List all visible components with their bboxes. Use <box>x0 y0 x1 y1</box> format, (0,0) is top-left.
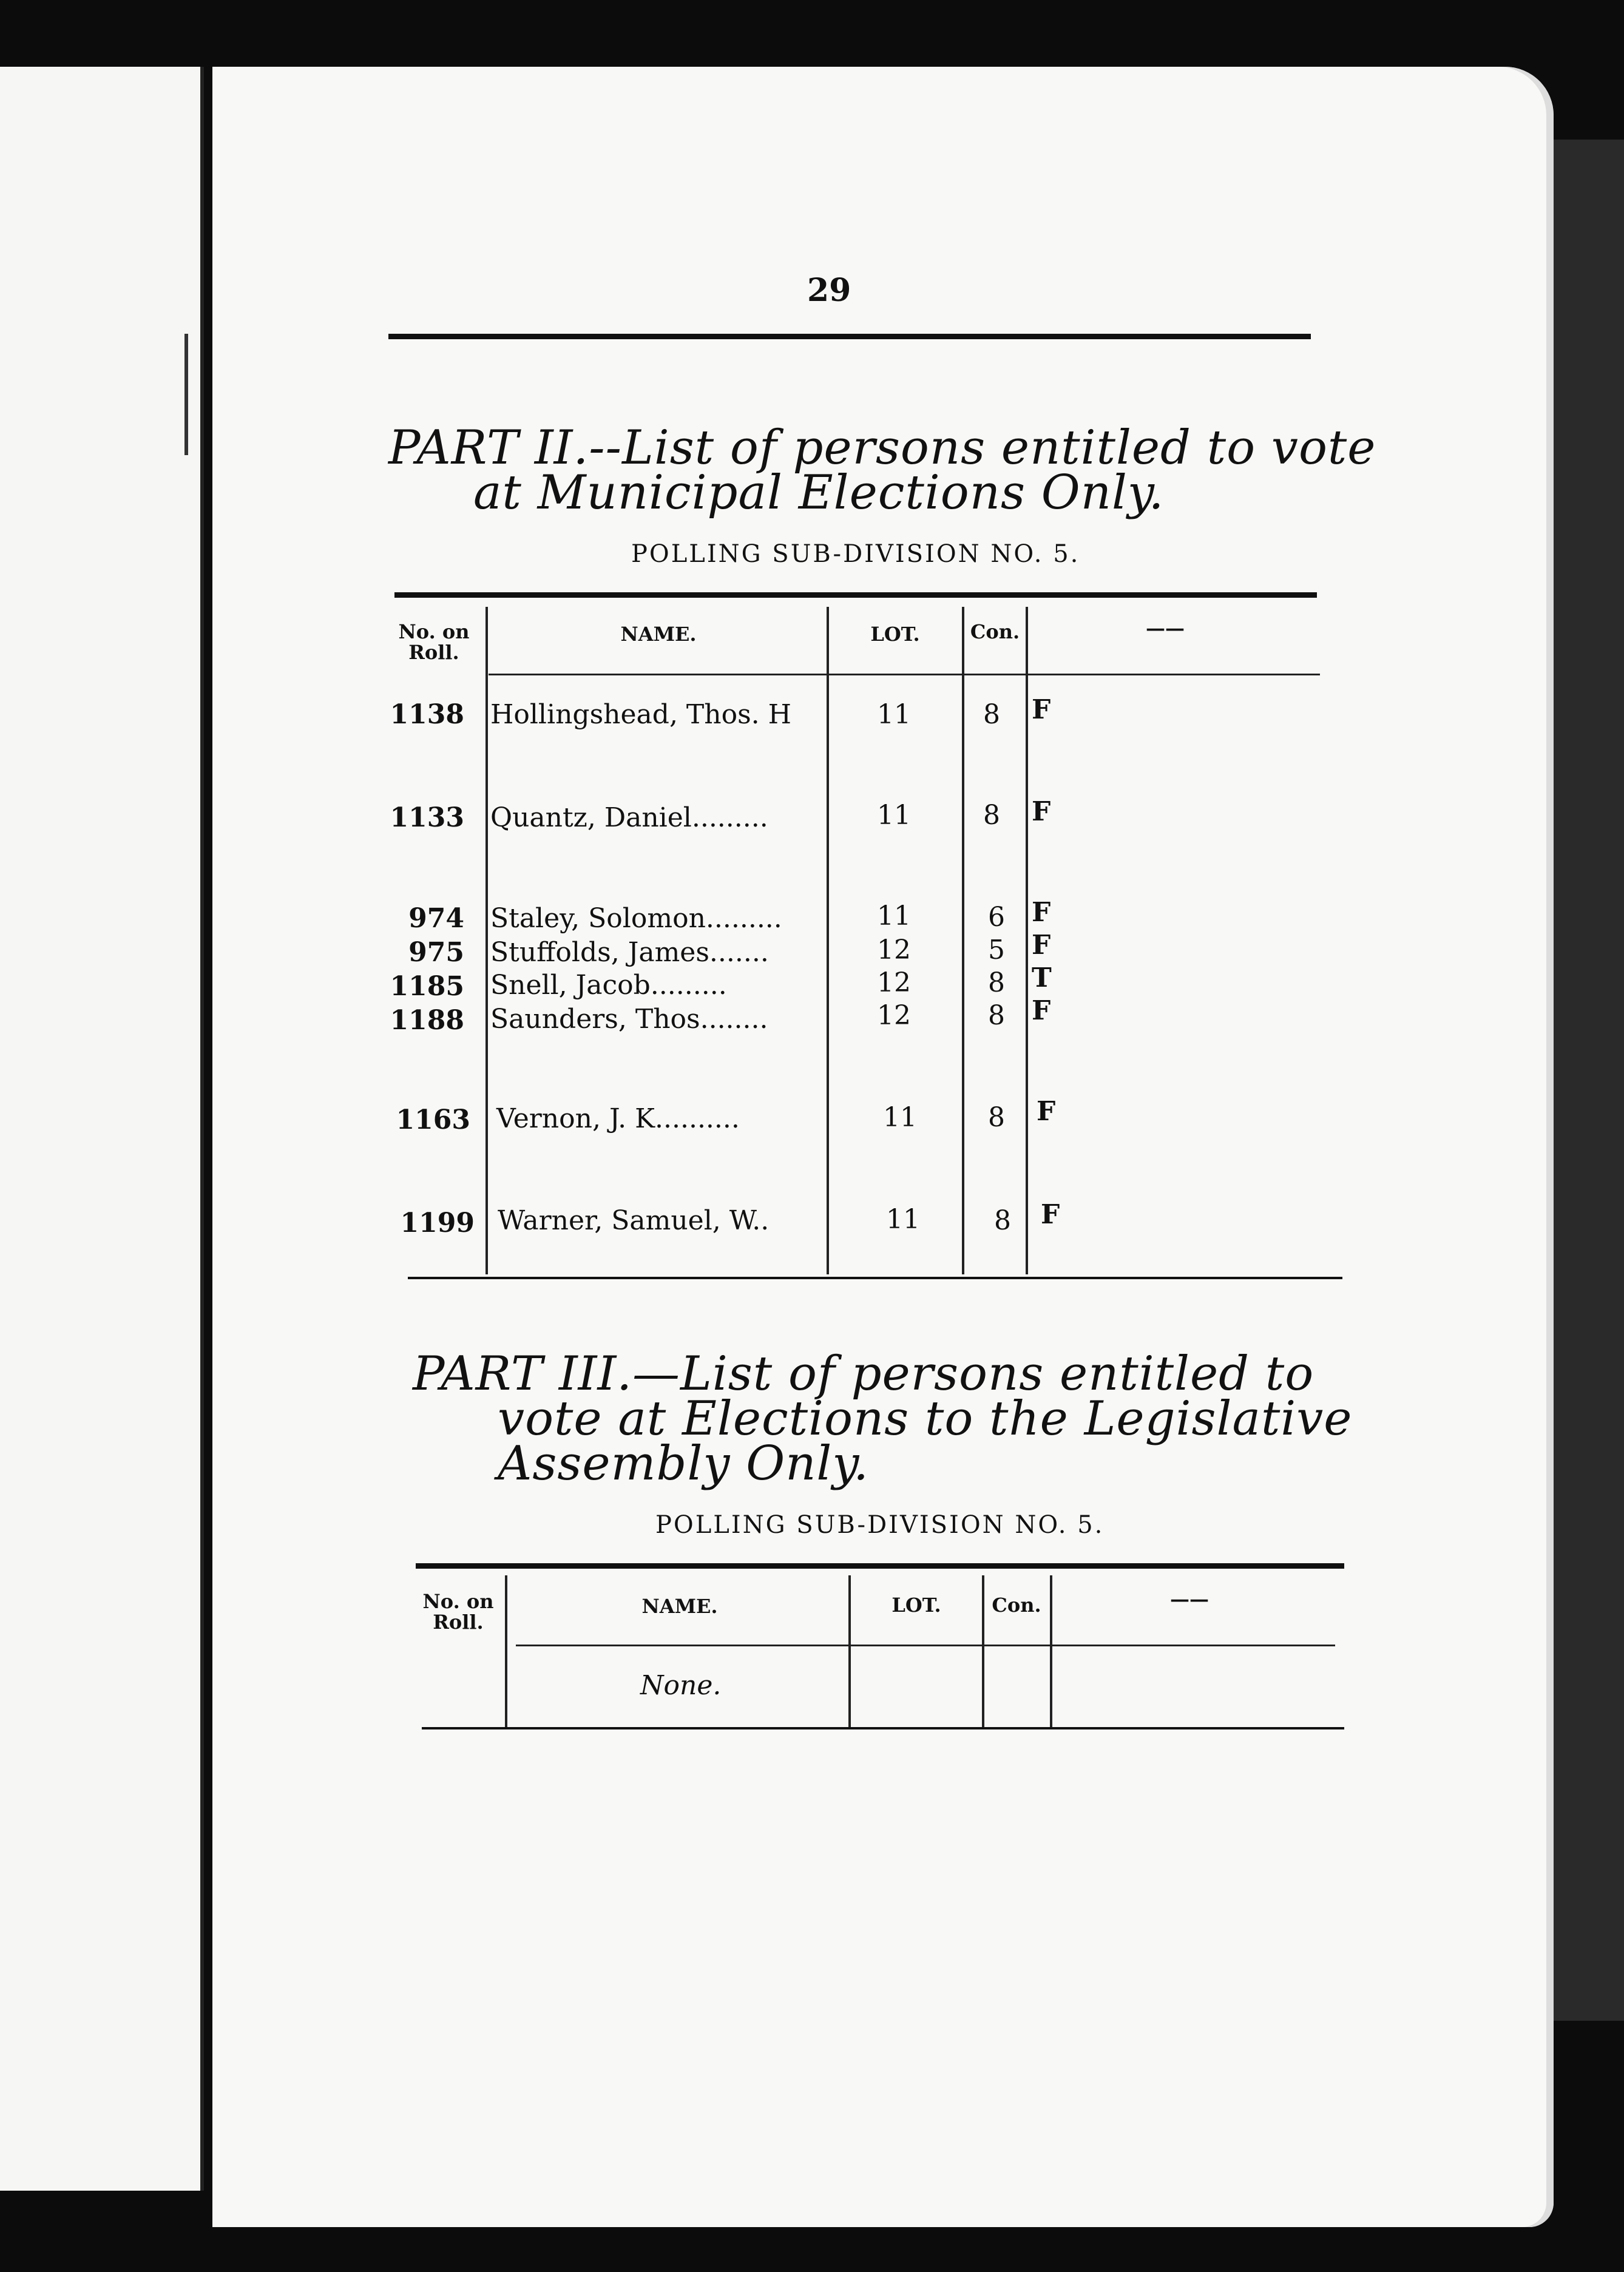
mark-value: F <box>1032 796 1051 827</box>
mark-value: F <box>1037 1096 1056 1127</box>
page-edge-mark <box>184 334 188 455</box>
part3-col-name: NAME. <box>641 1595 718 1618</box>
lot-value: 11 <box>883 1102 917 1133</box>
lot-value: 11 <box>877 800 911 831</box>
con-value: 8 <box>983 800 1000 831</box>
voter-name: Stuffolds, James....... <box>490 937 769 968</box>
lot-value: 11 <box>886 1204 920 1235</box>
mark-value: F <box>1032 995 1051 1026</box>
part3-table-bottom-rule <box>422 1727 1344 1729</box>
voter-name: Saunders, Thos........ <box>490 1004 768 1035</box>
voter-name: Staley, Solomon......... <box>490 903 782 934</box>
document-page <box>212 67 1554 2227</box>
con-value: 8 <box>983 699 1000 730</box>
part3-subdivision: POLLING SUB-DIVISION NO. 5. <box>655 1511 1105 1539</box>
con-value: 8 <box>994 1205 1011 1236</box>
lot-value: 11 <box>877 901 911 931</box>
part3-table-top-rule <box>416 1563 1344 1569</box>
con-value: 5 <box>988 935 1005 965</box>
part2-heading-line1: PART II.--List of persons entitled to vote <box>388 421 1376 475</box>
part3-divider-name <box>505 1575 507 1727</box>
lot-value: 12 <box>877 967 911 998</box>
part2-table-top-rule <box>394 592 1317 598</box>
roll-number: 1185 <box>390 971 464 1002</box>
part2-col-no-on-roll: No. on Roll. <box>398 620 470 664</box>
mark-value: F <box>1032 897 1051 928</box>
voter-name: Quantz, Daniel......... <box>490 802 768 833</box>
con-value: 8 <box>988 967 1005 998</box>
voter-name: Snell, Jacob......... <box>490 970 727 1001</box>
part3-col-no-on-roll: No. on Roll. <box>422 1590 494 1634</box>
part2-subdivision: POLLING SUB-DIVISION NO. 5. <box>631 540 1080 568</box>
part2-header-rule <box>489 674 1320 675</box>
mark-value: F <box>1032 930 1051 961</box>
page-number: 29 <box>807 272 851 309</box>
part3-divider-mark <box>1050 1575 1052 1727</box>
left-page-edge <box>0 67 204 2191</box>
part2-divider-con <box>962 607 964 1274</box>
roll-number: 1199 <box>400 1208 475 1239</box>
part2-col-extra: —— <box>1146 617 1185 640</box>
part2-col-lot: LOT. <box>870 623 920 646</box>
mark-value: F <box>1032 694 1051 725</box>
part3-col-con: Con. <box>992 1594 1041 1617</box>
part3-divider-lot <box>848 1575 851 1727</box>
part2-divider-name <box>486 607 488 1274</box>
lot-value: 11 <box>877 699 911 730</box>
part3-divider-con <box>982 1575 984 1727</box>
part3-col-lot: LOT. <box>892 1594 941 1617</box>
lot-value: 12 <box>877 935 911 965</box>
roll-number: 1188 <box>390 1005 464 1036</box>
mark-value: T <box>1032 962 1052 993</box>
roll-number: 975 <box>408 937 464 968</box>
roll-number: 1138 <box>390 699 464 730</box>
part2-col-name: NAME. <box>620 623 697 646</box>
none-entry: None. <box>640 1670 722 1701</box>
part2-divider-lot <box>827 607 829 1274</box>
con-value: 8 <box>988 1102 1005 1133</box>
part3-heading-line2: vote at Elections to the Legislative <box>498 1391 1353 1446</box>
mark-value: F <box>1041 1199 1060 1230</box>
roll-number: 1133 <box>390 802 464 833</box>
part3-col-extra: —— <box>1170 1587 1209 1611</box>
part2-col-con: Con. <box>970 620 1020 643</box>
roll-number: 974 <box>408 903 464 934</box>
roll-number: 1163 <box>396 1104 470 1135</box>
con-value: 8 <box>988 1000 1005 1031</box>
part3-heading-line3: Assembly Only. <box>498 1436 869 1491</box>
book-edge <box>1554 140 1624 2021</box>
voter-name: Vernon, J. K.......... <box>496 1103 740 1134</box>
part2-heading-line2: at Municipal Elections Only. <box>473 465 1165 520</box>
part3-heading-line1: PART III.—List of persons entitled to <box>413 1347 1314 1401</box>
con-value: 6 <box>988 902 1005 933</box>
part2-divider-mark <box>1026 607 1028 1274</box>
lot-value: 12 <box>877 1000 911 1031</box>
voter-name: Warner, Samuel, W.. <box>498 1205 770 1236</box>
part2-table-bottom-rule <box>408 1277 1342 1279</box>
top-rule <box>388 334 1311 339</box>
voter-name: Hollingshead, Thos. H <box>490 699 792 730</box>
part3-header-rule <box>516 1645 1335 1646</box>
